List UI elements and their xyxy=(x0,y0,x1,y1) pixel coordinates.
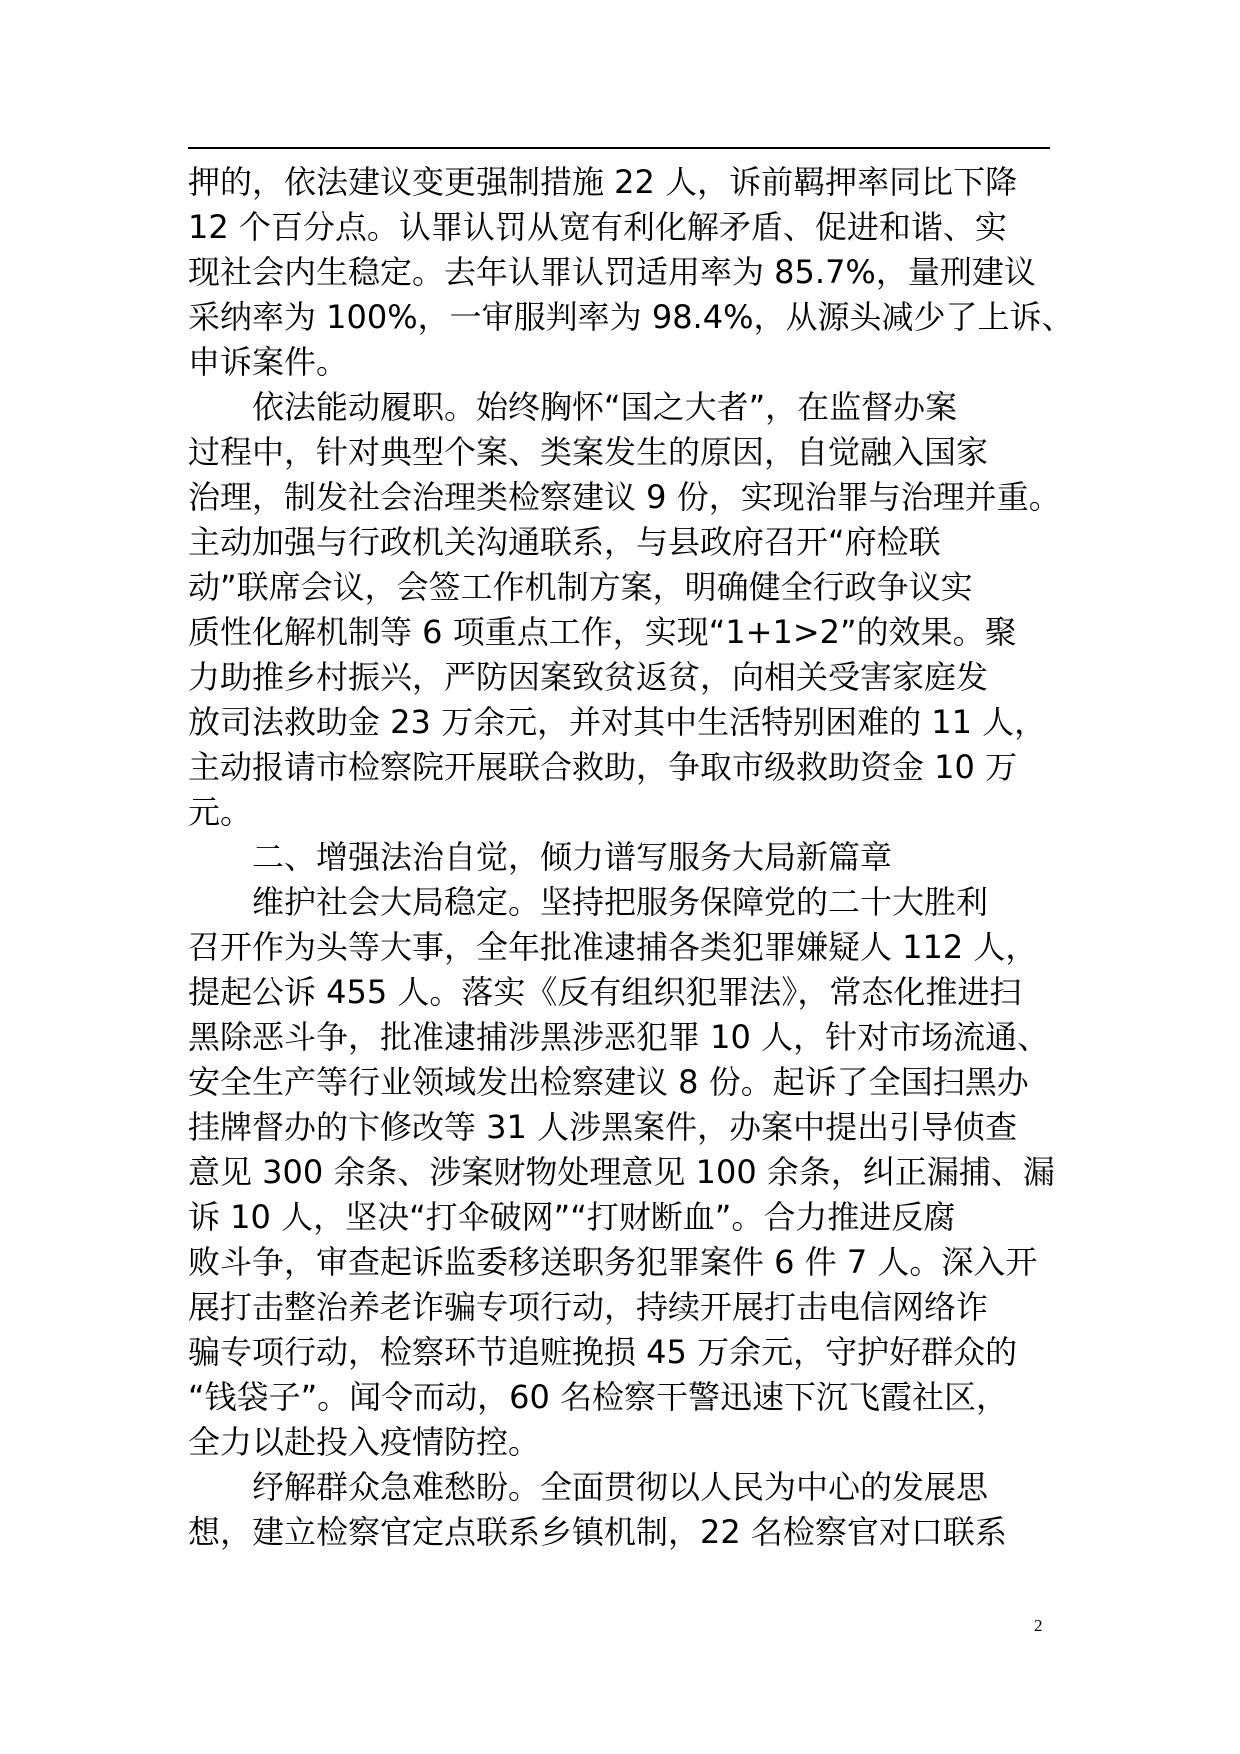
text-line: “钱袋子”。闻令而动，60 名检察干警迅速下沉飞霞社区， xyxy=(188,1378,1009,1416)
text-line: 诉 10 人，坚决“打伞破网”“打财断血”。合力推进反腐 xyxy=(188,1198,956,1236)
text-line: 安全生产等行业领域发出检察建议 8 份。起诉了全国扫黑办 xyxy=(188,1063,1029,1101)
text-line: 力助推乡村振兴，严防因案致贫返贫，向相关受害家庭发 xyxy=(188,658,989,696)
text-line: 召开作为头等大事，全年批准逮捕各类犯罪嫌疑人 112 人， xyxy=(188,928,1038,966)
text-line: 现社会内生稳定。去年认罪认罚适用率为 85.7%，量刑建议 xyxy=(188,253,1036,291)
text-line: 依法能动履职。始终胸怀“国之大者”，在监督办案 xyxy=(252,388,958,426)
text-line: 申诉案件。 xyxy=(188,343,349,381)
text-line: 败斗争，审查起诉监委移送职务犯罪案件 6 件 7 人。深入开 xyxy=(188,1243,1038,1281)
document-body xyxy=(188,160,1074,1555)
page-number: 2 xyxy=(1034,1616,1043,1635)
text-line: 想，建立检察官定点联系乡镇机制，22 名检察官对口联系 xyxy=(188,1513,1007,1551)
text-line: 纾解群众急难愁盼。全面贯彻以人民为中心的发展思 xyxy=(252,1468,989,1506)
text-line: 12 个百分点。认罪认罚从宽有利化解矛盾、促进和谐、实 xyxy=(188,208,1007,246)
text-line: 意见 300 余条、涉案财物处理意见 100 余条，纠正漏捕、漏 xyxy=(188,1153,1055,1191)
text-line: 采纳率为 100%，一审服判率为 98.4%，从源头减少了上诉、 xyxy=(188,298,1074,336)
header-rule xyxy=(188,147,1050,149)
text-line: 押的，依法建议变更强制措施 22 人，诉前羁押率同比下降 xyxy=(188,163,1018,201)
text-line: 挂牌督办的卞修改等 31 人涉黑案件，办案中提出引导侦查 xyxy=(188,1108,1018,1146)
text-line: 全力以赴投入疫情防控。 xyxy=(188,1423,541,1461)
text-line: 二、增强法治自觉，倾力谱写服务大局新篇章 xyxy=(252,838,893,876)
text-line: 放司法救助金 23 万余元，并对其中生活特别困难的 11 人， xyxy=(188,703,1047,741)
text-line: 动”联席会议，会签工作机制方案，明确健全行政争议实 xyxy=(188,568,973,606)
text-line: 提起公诉 455 人。落实《反有组织犯罪法》，常态化推进扫 xyxy=(188,973,1022,1011)
text-line: 维护社会大局稳定。坚持把服务保障党的二十大胜利 xyxy=(252,883,989,921)
text-line: 黑除恶斗争，批准逮捕涉黑涉恶犯罪 10 人，针对市场流通、 xyxy=(188,1018,1050,1056)
text-line: 过程中，针对典型个案、类案发生的原因，自觉融入国家 xyxy=(188,433,989,471)
text-line: 元。 xyxy=(188,793,253,831)
text-line: 主动报请市检察院开展联合救助，争取市级救助资金 10 万 xyxy=(188,748,1018,786)
text-line: 展打击整治养老诈骗专项行动，持续开展打击电信网络诈 xyxy=(188,1288,989,1326)
text-line: 主动加强与行政机关沟通联系，与县政府召开“府检联 xyxy=(188,523,941,561)
text-line: 质性化解机制等 6 项重点工作，实现“1+1>2”的效果。聚 xyxy=(188,613,1017,651)
text-line: 骗专项行动，检察环节追赃挽损 45 万余元，守护好群众的 xyxy=(188,1333,1018,1371)
text-line: 治理，制发社会治理类检察建议 9 份，实现治罪与治理并重。 xyxy=(188,478,1061,516)
